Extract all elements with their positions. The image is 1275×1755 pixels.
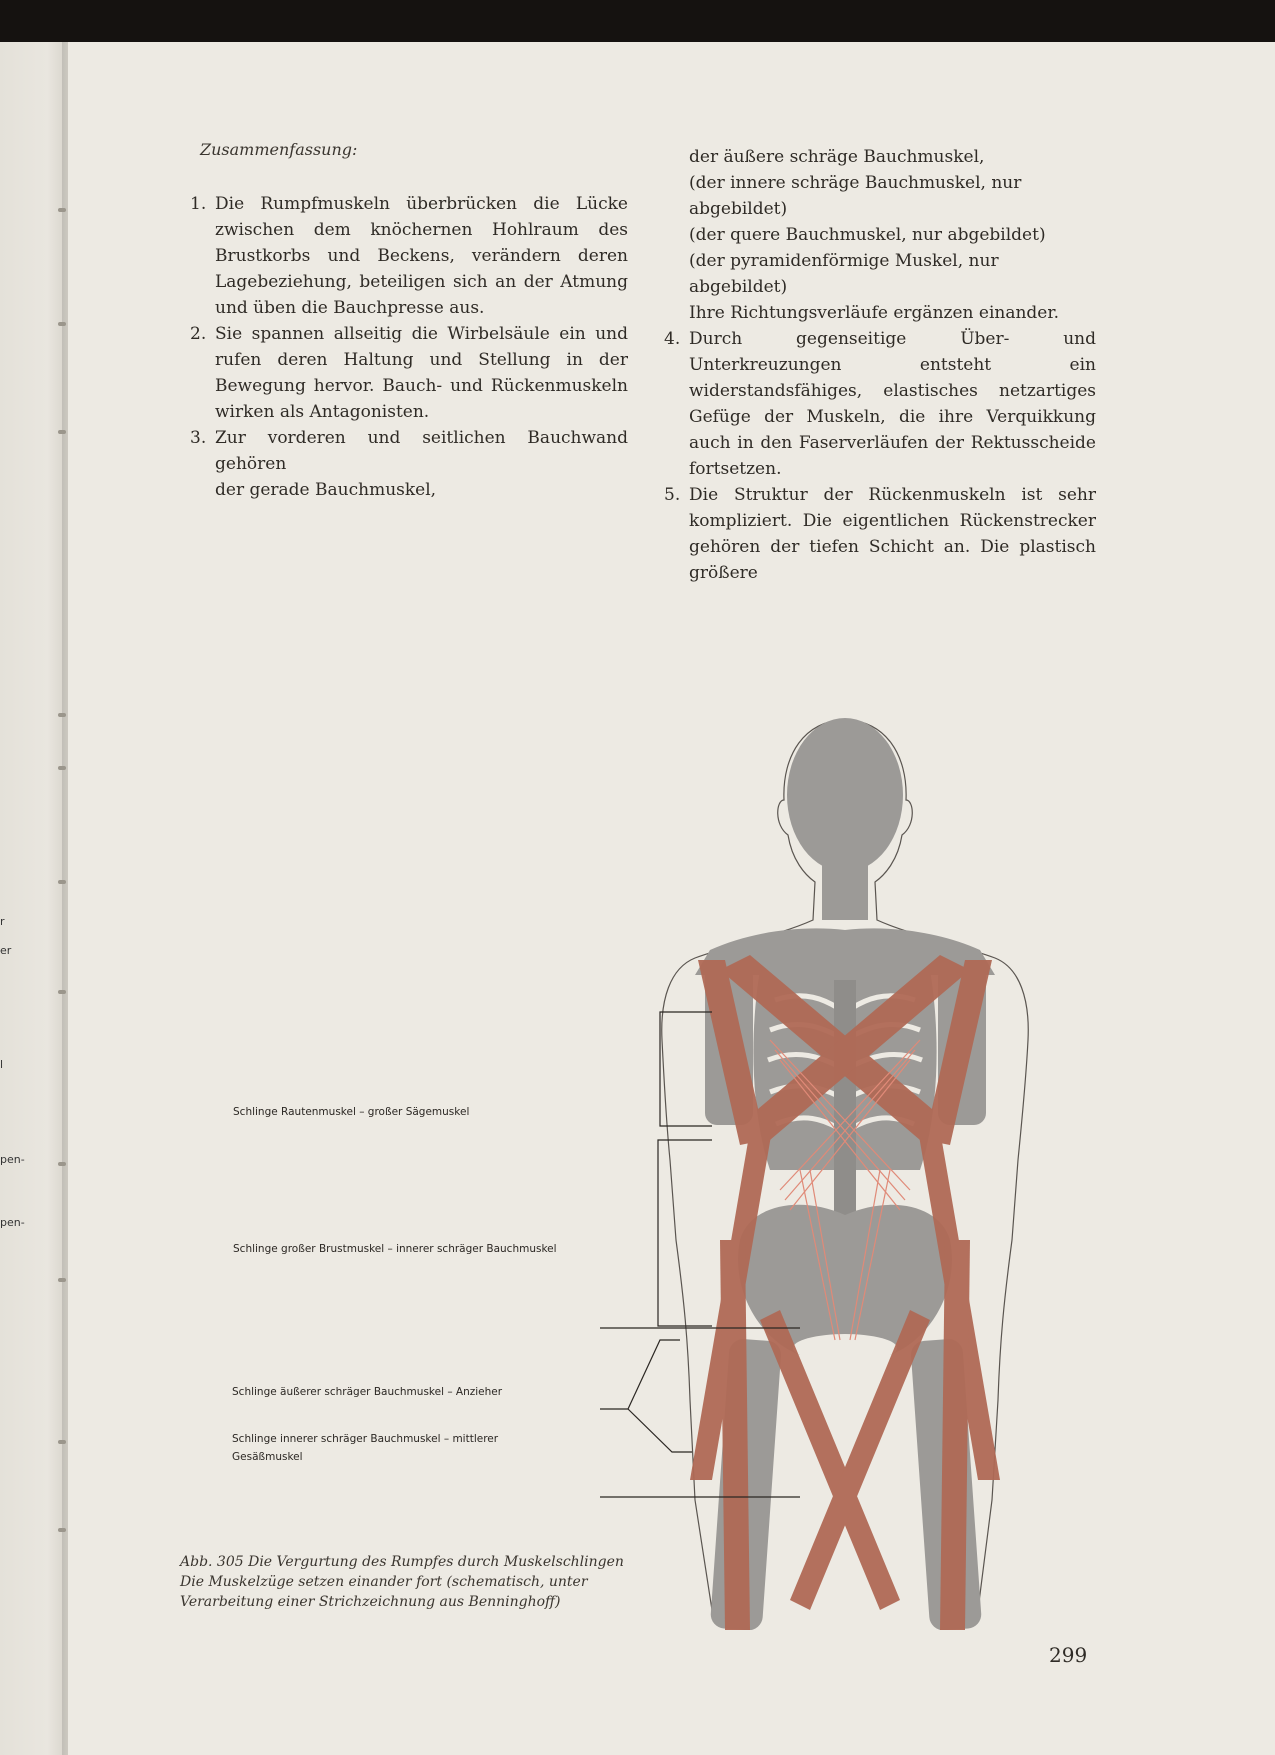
bracket-label2 bbox=[658, 1140, 712, 1326]
binding-stitch bbox=[58, 713, 66, 717]
leader-label3 bbox=[600, 1340, 680, 1409]
binding-stitch bbox=[58, 1440, 66, 1444]
list-text: Die Struktur der Rückenmuskeln ist sehr kompliziert. Die eigentlichen Rückenstrecker gehören der tiefen Schicht an. Die plastisch größere bbox=[689, 485, 1096, 583]
list-number: 1. bbox=[190, 194, 207, 214]
caption-line: Die Muskelzüge setzen einander fort (schematisch, unter bbox=[180, 1574, 588, 1590]
list-item bbox=[664, 326, 1096, 482]
list-text: Zur vorderen und seitlichen Bauchwand gehören bbox=[215, 428, 628, 474]
neck bbox=[822, 865, 868, 920]
list-text: Durch gegenseitige Über- und Unterkreuzungen entsteht ein widerstandsfähiges, elastisches netzartiges Gefüge der Muskeln, die ihre Verquikkung auch in den Faserverläufen der Rektusscheide fortsetzen. bbox=[689, 329, 1096, 479]
caption-line: Verarbeitung einer Strichzeichnung aus Benninghoff) bbox=[180, 1594, 561, 1610]
binding-stitch bbox=[58, 1278, 66, 1282]
text-line: Ihre Richtungsverläufe ergänzen einander. bbox=[689, 303, 1060, 323]
list-number: 2. bbox=[190, 324, 207, 344]
binding-stitch bbox=[58, 208, 66, 212]
list-item bbox=[664, 482, 1096, 586]
list-number: 3. bbox=[190, 428, 207, 448]
list-number: 5. bbox=[664, 485, 681, 505]
margin-fragment: er bbox=[0, 944, 12, 957]
text-line: (der innere schräge Bauchmuskel, nur abgebildet) bbox=[689, 173, 1022, 219]
scan-top-edge bbox=[0, 0, 1275, 44]
head-silhouette bbox=[787, 718, 903, 872]
binding-stitch bbox=[58, 1528, 66, 1532]
list-item bbox=[190, 321, 628, 425]
binding-stitch bbox=[58, 1162, 66, 1166]
binding-stitch bbox=[58, 990, 66, 994]
figure-label-3: Schlinge äußerer schräger Bauchmuskel – Anzieher bbox=[232, 1386, 503, 1398]
list-text: Die Rumpfmuskeln überbrücken die Lücke zwischen dem knöchernen Hohlraum des Brustkorbs und Beckens, verändern deren Lagebeziehung, beteiligen sich an der Atmung und üben die Bauchpresse aus. bbox=[215, 194, 628, 318]
pelvic-inlet bbox=[793, 1334, 897, 1362]
figure-label-2: Schlinge großer Brustmuskel – innerer schräger Bauchmuskel bbox=[233, 1243, 557, 1255]
binding-stitch bbox=[58, 322, 66, 326]
binding-stitch bbox=[58, 880, 66, 884]
leader-label4 bbox=[628, 1409, 692, 1452]
margin-fragment: pen- bbox=[0, 1216, 25, 1229]
bracket-label1 bbox=[660, 1012, 712, 1126]
left-text-column bbox=[190, 191, 628, 503]
text-line: der äußere schräge Bauchmuskel, bbox=[689, 147, 985, 167]
page-number: 299 bbox=[1049, 1643, 1088, 1667]
text-line: (der pyramidenförmige Muskel, nur abgebildet) bbox=[689, 251, 999, 297]
text-line: (der quere Bauchmuskel, nur abgebildet) bbox=[689, 225, 1046, 245]
list-text: Sie spannen allseitig die Wirbelsäule ein und rufen deren Haltung und Stellung in der Bewegung hervor. Bauch- und Rückenmuskeln wirken als Antagonisten. bbox=[215, 324, 628, 422]
book-gutter bbox=[0, 42, 69, 1755]
torso-muscle-sling-figure bbox=[600, 700, 1080, 1630]
list-continuation: der gerade Bauchmuskel, bbox=[215, 480, 437, 500]
figure-caption bbox=[180, 1552, 650, 1612]
list-number: 4. bbox=[664, 329, 681, 349]
binding-stitch bbox=[58, 766, 66, 770]
margin-fragment: l bbox=[0, 1058, 4, 1071]
list-item bbox=[190, 191, 628, 321]
margin-fragment: r bbox=[0, 915, 5, 928]
list-item bbox=[190, 425, 628, 477]
lower-band-left bbox=[720, 1240, 750, 1630]
caption-line: Abb. 305 Die Vergurtung des Rumpfes durch Muskelschlingen bbox=[180, 1554, 624, 1570]
lower-band-right bbox=[940, 1240, 970, 1630]
figure-label-4-line2: Gesäßmuskel bbox=[232, 1451, 303, 1463]
binding-stitch bbox=[58, 430, 66, 434]
right-text-column bbox=[664, 144, 1096, 586]
figure-label-4-line1: Schlinge innerer schräger Bauchmuskel – mittlerer bbox=[232, 1433, 499, 1445]
margin-fragment: pen- bbox=[0, 1153, 25, 1166]
figure-label-1: Schlinge Rautenmuskel – großer Sägemuskel bbox=[233, 1106, 470, 1118]
section-heading: Zusammenfassung: bbox=[200, 140, 358, 159]
